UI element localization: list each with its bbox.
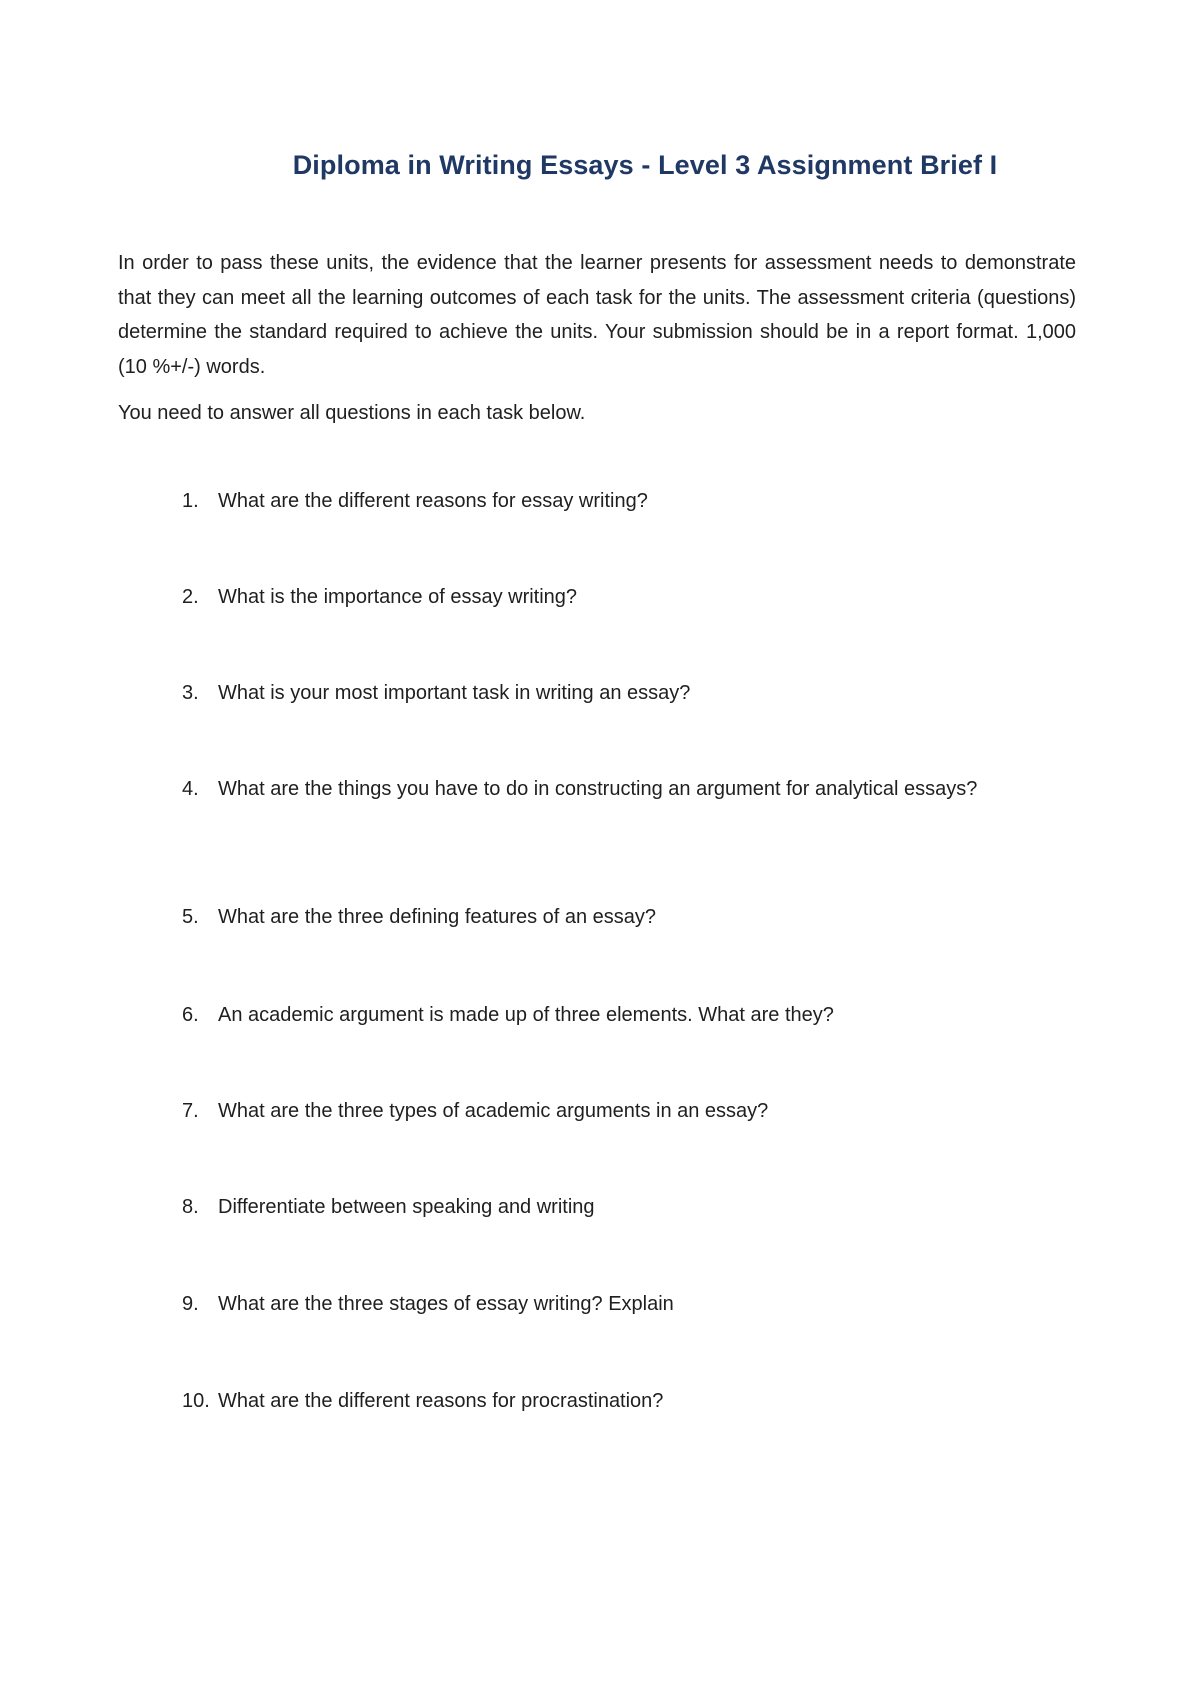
question-item: [182, 485, 1022, 517]
intro-paragraph: In order to pass these units, the evidence that the learner presents for assessment needs to demonstrate that they can meet all the learning outcomes of each task for the units. The assessment criteria (questions) determine the standard required to achieve the units. Your submission should be in a report format. 1,000 (10 %+/-) words.: [118, 252, 1076, 378]
question-number: 6.: [182, 1004, 199, 1026]
question-text: What is the importance of essay writing?: [218, 586, 578, 608]
question-text: What are the three stages of essay writing? Explain: [218, 1293, 674, 1315]
question-text: What are the different reasons for essay writing?: [218, 490, 648, 512]
question-number: 10.: [182, 1390, 210, 1412]
question-item: [182, 677, 1022, 709]
question-item: [182, 901, 1022, 933]
question-item: [182, 1191, 1022, 1223]
instruction-note: You need to answer all questions in each task below.: [118, 402, 586, 424]
question-number: 1.: [182, 490, 199, 512]
question-text: An academic argument is made up of three elements. What are they?: [218, 1004, 834, 1026]
question-text: What are the three defining features of an essay?: [218, 906, 657, 928]
question-item: [182, 581, 1022, 613]
question-item: [182, 1095, 1022, 1127]
question-item: [182, 773, 1022, 805]
question-number: 2.: [182, 586, 199, 608]
question-item: [182, 1385, 1022, 1417]
question-item: [182, 1288, 1022, 1320]
question-text: What are the three types of academic arguments in an essay?: [218, 1100, 769, 1122]
question-number: 7.: [182, 1100, 199, 1122]
question-text: What is your most important task in writing an essay?: [218, 682, 691, 704]
question-number: 8.: [182, 1196, 199, 1218]
question-text: What are the different reasons for procrastination?: [218, 1390, 664, 1412]
question-number: 9.: [182, 1293, 199, 1315]
question-number: 5.: [182, 906, 199, 928]
question-item: [182, 999, 1022, 1031]
question-text: What are the things you have to do in constructing an argument for analytical essays?: [218, 778, 978, 800]
question-number: 3.: [182, 682, 199, 704]
document-title: Diploma in Writing Essays - Level 3 Assignment Brief I: [292, 150, 998, 180]
question-number: 4.: [182, 778, 199, 800]
question-text: Differentiate between speaking and writing: [218, 1196, 595, 1218]
